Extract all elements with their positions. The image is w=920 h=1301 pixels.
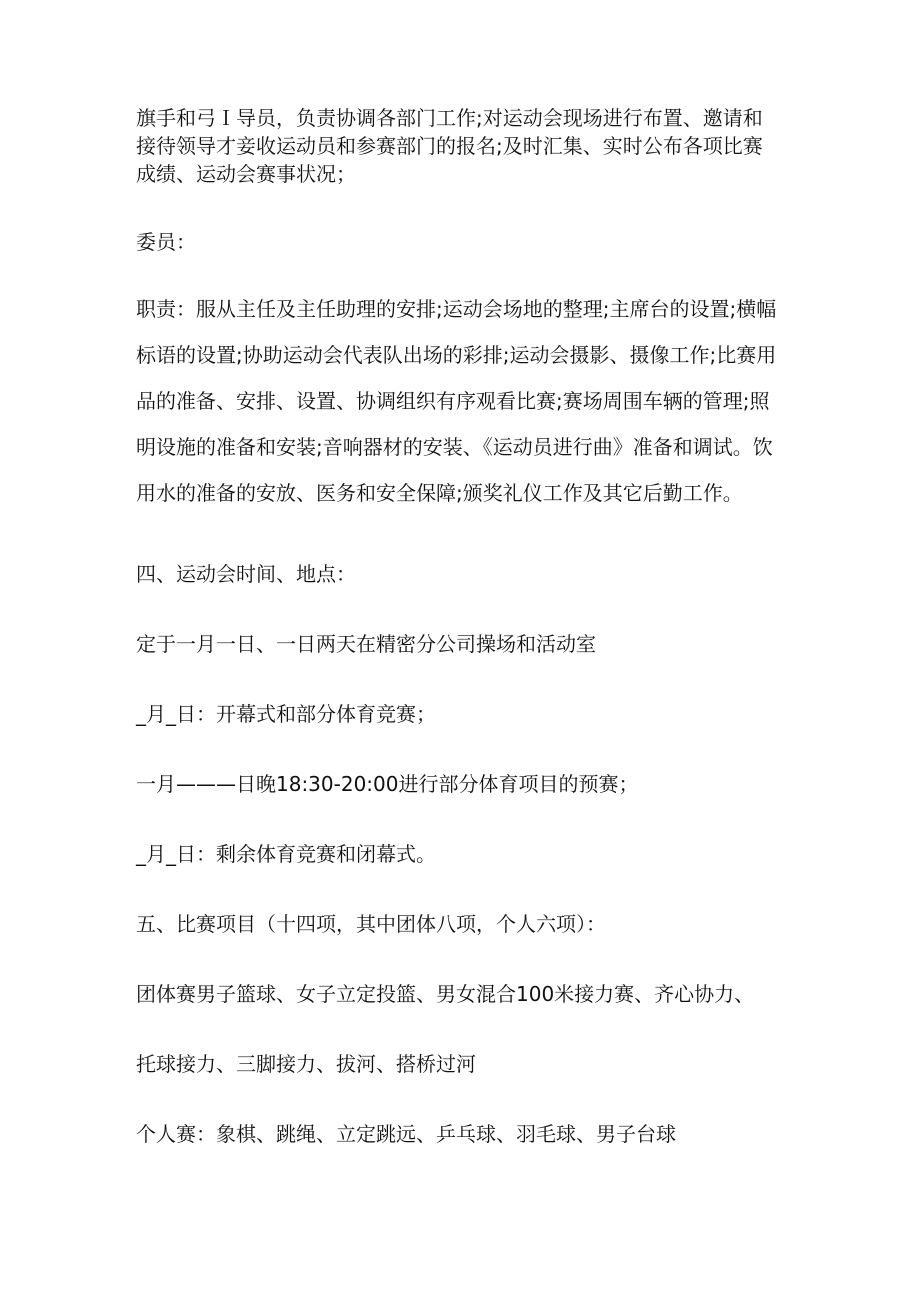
text-line: 明设施的准备和安装;音响器材的安装、《运动员进行曲》准备和调试。饮 <box>136 435 773 459</box>
text-line: 标语的设置;协助运动会代表队出场的彩排;运动会摄影、摄像工作;比赛用 <box>136 343 777 367</box>
paragraph-responsibilities <box>136 286 796 516</box>
text-line: 接待领导才妾收运动员和参赛部门的报名;及时汇集、实时公布各项比赛 <box>136 134 763 158</box>
text-line: 用水的准备的安放、医务和安全保障;颁奖礼仪工作及其它后勤工作。 <box>136 481 743 505</box>
section-heading-time-location: 四、运动会时间、地点： <box>136 562 356 586</box>
text-line: 旗手和弓Ｉ导员，负责协调各部门工作;对运动会现场进行布置、邀请和 <box>136 106 763 130</box>
paragraph-schedule-location: 定于一月一日、一日两天在精密分公司操场和活动室 <box>136 632 596 656</box>
paragraph-team-events-continued: 托球接力、三脚接力、拔河、搭桥过河 <box>136 1052 476 1076</box>
text-line: 职责：服从主任及主任助理的安排;运动会场地的整理;主席台的设置;横幅 <box>136 297 777 321</box>
text-line: 成绩、运动会赛事状况； <box>136 162 356 186</box>
paragraph-team-events: 团体赛男子篮球、女子立定投篮、男女混合100米接力赛、齐心协力、 <box>136 982 755 1006</box>
paragraph-preliminaries: 一月———日晚18:30-20:00进行部分体育项目的预赛； <box>136 772 639 796</box>
paragraph-opening-day: _月_日：开幕式和部分体育竞赛； <box>136 702 436 726</box>
section-heading-events: 五、比赛项目（十四项，其中团体八项，个人六项）： <box>136 912 606 936</box>
paragraph-flag-bearer-duties <box>136 104 796 188</box>
text-line: 品的准备、安排、设置、协调组织有序观看比赛;赛场周围车辆的管理;照 <box>136 389 770 413</box>
paragraph-closing-day: _月_日：剩余体育竞赛和闭幕式。 <box>136 842 436 866</box>
paragraph-individual-events: 个人赛：象棋、跳绳、立定跳远、乒乓球、羽毛球、男子台球 <box>136 1122 676 1146</box>
paragraph-committee-members: 委员： <box>136 230 196 254</box>
